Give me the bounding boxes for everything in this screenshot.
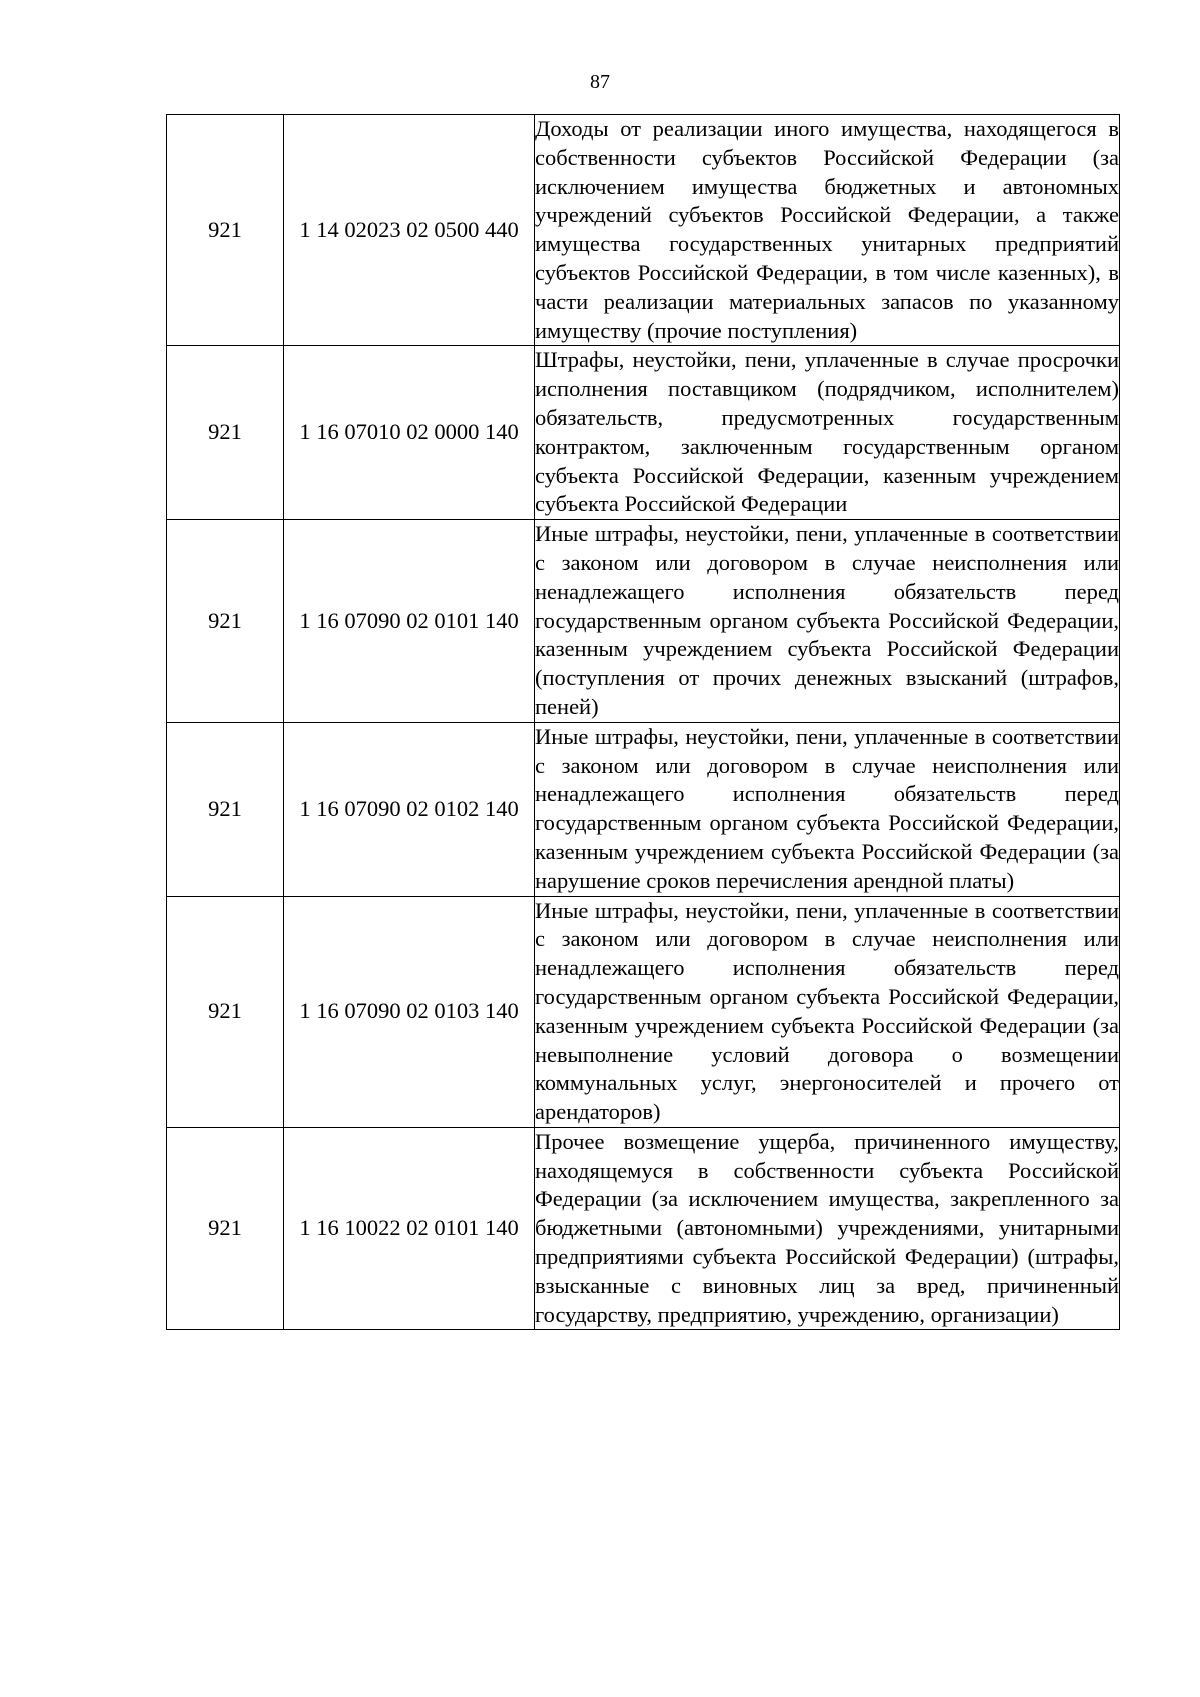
table-row — [167, 346, 1120, 520]
table-row — [167, 520, 1120, 723]
page-number: 87 — [590, 71, 610, 93]
income-code-cell: 1 16 07090 02 0103 140 — [284, 896, 535, 1127]
description-cell: Штрафы, неустойки, пени, уплаченные в случае просрочки исполнения поставщиком (подрядчиком, исполнителем) обязательств, предусмотренных государственным контрактом, заключенным государственным органом субъекта Российской Федерации, казенным учреждением субъекта Российской Федерации — [535, 346, 1120, 520]
description-cell: Доходы от реализации иного имущества, находящегося в собственности субъектов Российской Федерации (за исключением имущества бюджетных и автономных учреждений субъектов Российской Федерации, а также имущества государственных унитарных предприятий субъектов Российской Федерации, в том числе казенных), в части реализации материальных запасов по указанному имуществу (прочие поступления) — [535, 115, 1120, 346]
admin-code-cell: 921 — [167, 722, 284, 896]
admin-code-cell: 921 — [167, 346, 284, 520]
table-row — [167, 896, 1120, 1127]
income-code-cell: 1 14 02023 02 0500 440 — [284, 115, 535, 346]
table-row — [167, 1127, 1120, 1330]
income-code-cell: 1 16 07090 02 0102 140 — [284, 722, 535, 896]
income-code-cell: 1 16 07010 02 0000 140 — [284, 346, 535, 520]
description-cell: Прочее возмещение ущерба, причиненного имуществу, находящемуся в собственности субъекта Российской Федерации (за исключением имущества, закрепленного за бюджетными (автономными) учреждениями, унитарными предприятиями субъекта Российской Федерации) (штрафы, взысканные с виновных лиц за вред, причиненный государству, предприятию, учреждению, организации) — [535, 1127, 1120, 1330]
admin-code-cell: 921 — [167, 1127, 284, 1330]
description-cell: Иные штрафы, неустойки, пени, уплаченные в соответствии с законом или договором в случае неисполнения или ненадлежащего исполнения обязательств перед государственным органом субъекта Российской Федерации, казенным учреждением субъекта Российской Федерации (за нарушение сроков перечисления арендной платы) — [535, 722, 1120, 896]
admin-code-cell: 921 — [167, 115, 284, 346]
table-row — [167, 115, 1120, 346]
income-codes-table — [166, 114, 1120, 1330]
table-row — [167, 722, 1120, 896]
description-cell: Иные штрафы, неустойки, пени, уплаченные в соответствии с законом или договором в случае неисполнения или ненадлежащего исполнения обязательств перед государственным органом субъекта Российской Федерации, казенным учреждением субъекта Российской Федерации (за невыполнение условий договора о возмещении коммунальных услуг, энергоносителей и прочего от арендаторов) — [535, 896, 1120, 1127]
admin-code-cell: 921 — [167, 896, 284, 1127]
admin-code-cell: 921 — [167, 520, 284, 723]
description-cell: Иные штрафы, неустойки, пени, уплаченные в соответствии с законом или договором в случае неисполнения или ненадлежащего исполнения обязательств перед государственным органом субъекта Российской Федерации, казенным учреждением субъекта Российской Федерации (поступления от прочих денежных взысканий (штрафов, пеней) — [535, 520, 1120, 723]
income-code-cell: 1 16 10022 02 0101 140 — [284, 1127, 535, 1330]
income-code-cell: 1 16 07090 02 0101 140 — [284, 520, 535, 723]
